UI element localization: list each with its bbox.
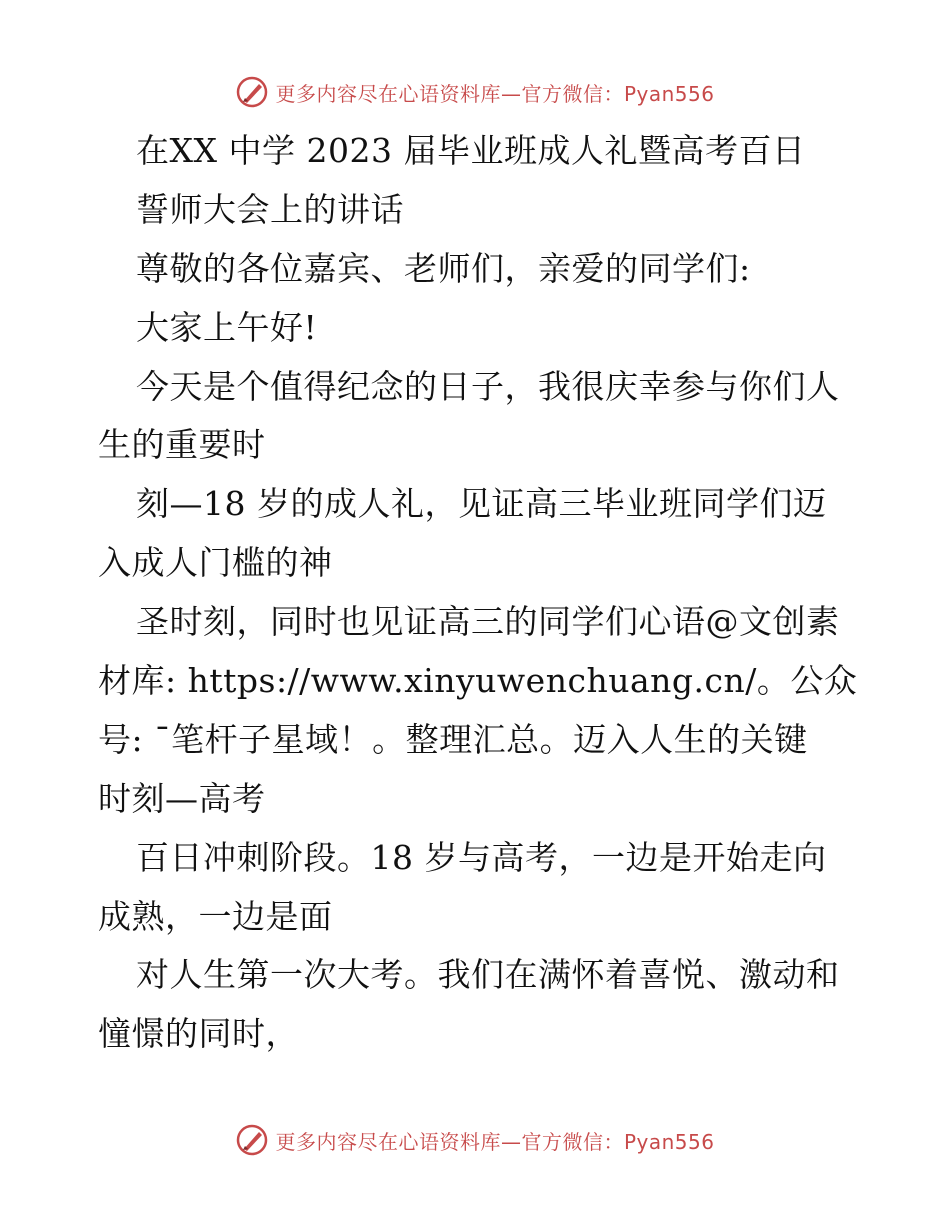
text-line: 憧憬的同时， — [98, 1014, 299, 1054]
header-banner — [0, 72, 950, 112]
text-line: 生的重要时 — [98, 425, 266, 465]
text-line: 时刻—高考 — [98, 778, 266, 818]
text-line: 圣时刻，同时也见证高三的同学们心语@文创素 — [136, 602, 840, 642]
banner-text: 更多内容尽在心语资料库—官方微信：Pyan556 — [275, 1129, 715, 1154]
text-line: 入成人门槛的神 — [98, 543, 333, 583]
banner-text: 更多内容尽在心语资料库—官方微信：Pyan556 — [275, 81, 715, 106]
text-line: 刻—18 岁的成人礼，见证高三毕业班同学们迈 — [136, 484, 827, 524]
footer-banner — [0, 1120, 950, 1160]
document-body — [98, 122, 858, 1064]
text-line: 今天是个值得纪念的日子，我很庆幸参与你们人 — [136, 366, 840, 406]
text-line: 成熟，一边是面 — [98, 896, 333, 936]
pen-logo-icon — [235, 1123, 269, 1157]
text-line: 号: ¯笔杆子星域！。整理汇总。迈入人生的关键 — [98, 719, 808, 759]
pen-logo-icon — [235, 75, 269, 109]
text-line: 誓师大会上的讲话 — [136, 189, 404, 229]
text-line: 尊敬的各位嘉宾、老师们，亲爱的同学们: — [136, 248, 751, 288]
text-line: 百日冲刺阶段。18 岁与高考，一边是开始走向 — [136, 837, 827, 877]
text-line: 对人生第一次大考。我们在满怀着喜悦、激动和 — [136, 955, 840, 995]
text-line: 在XX 中学 2023 届毕业班成人礼暨高考百日 — [136, 131, 806, 170]
text-line: 大家上午好! — [136, 307, 318, 347]
text-line: 材库: https://www.xinyuwenchuang.cn/。公众 — [98, 661, 858, 701]
